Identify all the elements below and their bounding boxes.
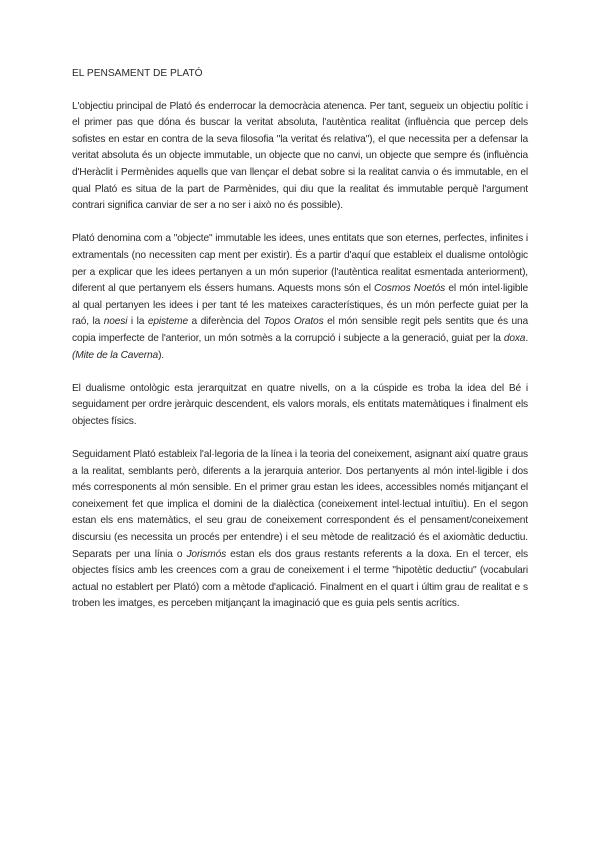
paragraph-2-italic-term: (Mite de la Caverna	[72, 349, 159, 361]
paragraph-2-text: Plató denomina com a "objecte" immutable les idees, unes entitats que son eternes, perfectes, infinites i extramentals (no necessiten cap ment per existir). És a partir d'aquí que estableix el dualisme ontològic per a explicar que les idees pertanyen a un món superior (l'autèntica realitat esmentada anteriorment), diferent al que pertanyem els éssers humans. Aquests mons són el	[72, 233, 528, 295]
paragraph-4-text: Seguidament Plató estableix l'al·legoria de la línea i la teoria del coneixement, asignant així quatre graus a la realitat, semblants però, diferents a la jerarquia anterior. Dos pertanyents al món intel·ligible i dos més corresponents al món sensible. En el primer grau estan les idees, accessibles només mitjançant el coneixement fet que implica el domini de la dialèctica (coneixement intel·lectual intuïtiu). En el segon estan els ens matemàtics, el seu grau de coneixement correspondent és el pensament/coneixement discursiu (es necessita un procés per entendre) i el seu mètode de realització és el axiomàtic deductiu. Separats per una línia o	[72, 449, 528, 560]
paragraph-2	[72, 231, 528, 364]
document-title: EL PENSAMENT DE PLATÓ	[72, 68, 203, 79]
document-body	[72, 66, 528, 630]
paragraph-2-text: ).	[158, 349, 164, 361]
paragraph-2-italic-term: episteme	[147, 316, 188, 328]
paragraph-4	[72, 447, 528, 613]
paragraph-2-italic-term: noesi	[103, 316, 128, 328]
paragraph-2-text: a diferència del	[187, 316, 264, 328]
paragraph-3: El dualisme ontològic esta jerarquitzat en quatre nivells, on a la cúspide es troba la idea del Bé i seguidament per ordre jeràrquic descendent, els valors morals, els entitats matemàtiques i finalment els objectes físics.	[72, 382, 528, 427]
paragraph-4-text: estan els dos graus restants referents a la doxa. En el tercer, els objectes físics amb les creences com a grau de coneixement i el terme "hipotètic deductiu" (vocabulari actual no establert per Plató) com a mètode d'aplicació. Finalment en el quart i últim grau de realitat e s troben les imatges, es perceben mitjançant la imaginació que es guia pels sentis acrítics.	[72, 548, 528, 610]
paragraph-2-text: el món sensible regit pels sentits que és una copia imperfecte de l'anterior, un món sotmès a la corrupció i subjecte a la generació, guiat per la	[72, 316, 529, 344]
paragraph-4-italic-term: Jorismós	[186, 548, 227, 560]
paragraph-2-italic-term: Cosmos Noetós	[374, 283, 446, 295]
paragraph-2-italic-term: doxa	[503, 332, 526, 344]
paragraph-2-text: i la	[127, 316, 148, 328]
paragraph-2-text: .	[525, 332, 528, 344]
paragraph-1: L'objectiu principal de Plató és enderrocar la democràcia atenenca. Per tant, segueix un objectiu polític i el primer pas que dóna és buscar la veritat absoluta, l'autèntica realitat (influència que percep dels sofistes en estar en contra de la seva filosofia "la veritat és relativa"), el que necessita per a defensar la veritat absoluta és un objecte immutable, un objecte que no canvi, un objecte que sempre és (influència d'Heràclit i Permènides aquells que van llençar el debat sobre si la realitat canvia o és immutable, en el qual Plató es situa de la part de Parmènides, qui diu que la realitat és immutable perquè l'argument contrari significa canviar de ser a no ser i això no és possible).	[72, 100, 528, 212]
paragraph-2-italic-term: Topos Oratos	[263, 316, 324, 328]
paragraph-2-text: el món intel·ligible al qual pertanyen les idees i per tant té les mateixes característiques, és un món perfecte guiat per la raó, la	[72, 283, 528, 328]
